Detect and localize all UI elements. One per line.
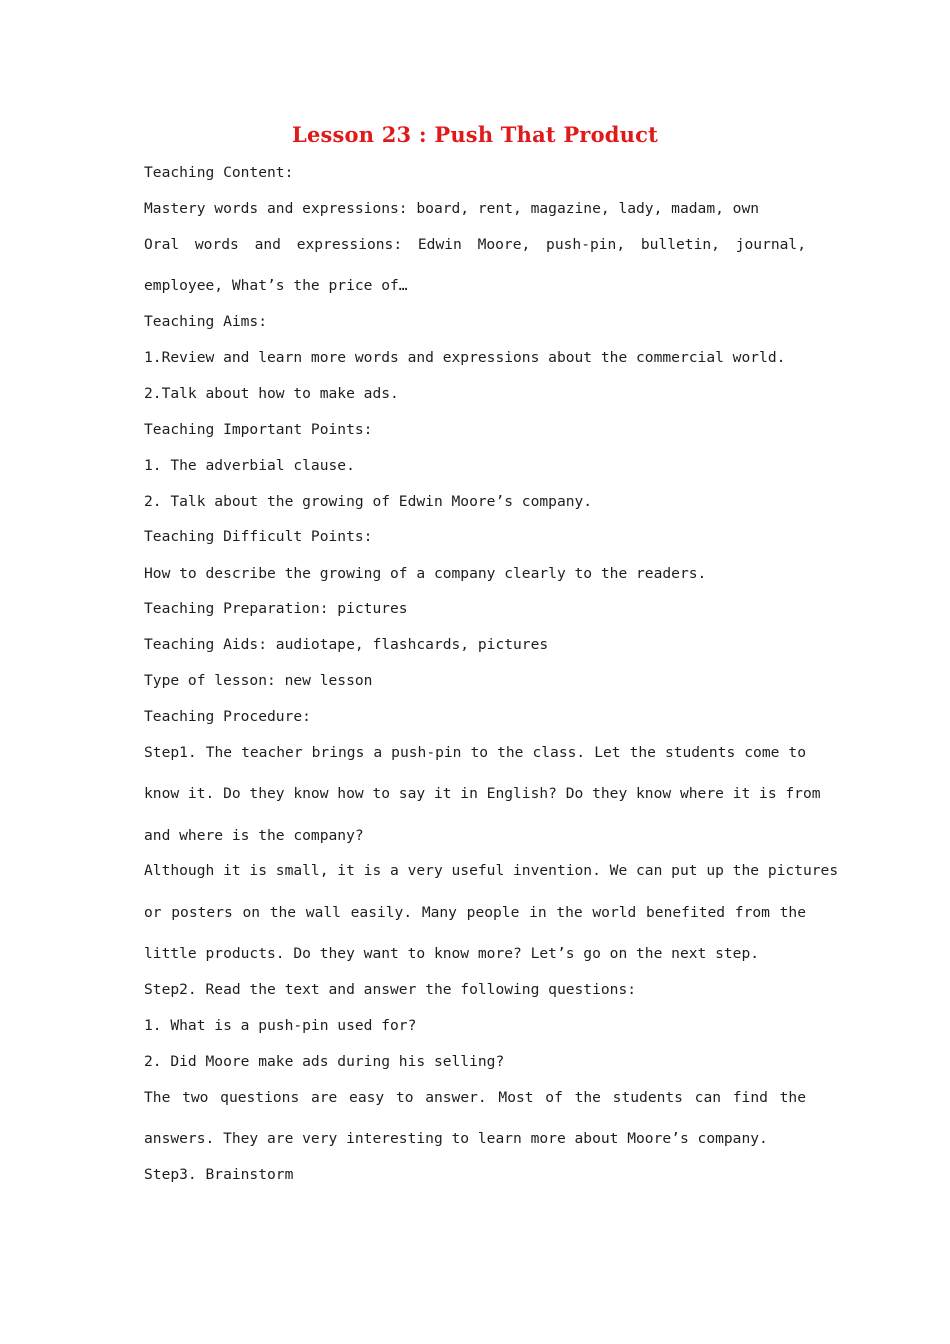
text-line: or posters on the wall easily. Many people in the world benefited from the [144,904,806,921]
text-line: little products. Do they want to know more? Let’s go on the next step. [144,945,760,962]
text-line: How to describe the growing of a company clearly to the readers. [144,565,707,582]
text-line: 2. Talk about the growing of Edwin Moore’s company. [144,493,593,510]
text-line: 2. Did Moore make ads during his selling? [144,1053,505,1070]
text-line: Step2. Read the text and answer the following questions: [144,981,637,998]
text-line: Teaching Procedure: [144,708,311,725]
text-line: The two questions are easy to answer. Most of the students can find the [144,1089,806,1106]
text-line: Oral words and expressions: Edwin Moore, push-pin, bulletin, journal, [144,236,806,253]
text-line: Mastery words and expressions: board, rent, magazine, lady, madam, own [144,200,760,217]
text-line: 2.Talk about how to make ads. [144,385,399,402]
text-line: Teaching Important Points: [144,421,373,438]
text-line: 1.Review and learn more words and expressions about the commercial world. [144,349,786,366]
text-line: Step1. The teacher brings a push-pin to the class. Let the students come to [144,744,806,761]
text-line: employee, What’s the price of… [144,277,408,294]
text-line: know it. Do they know how to say it in English? Do they know where it is from [144,785,821,802]
text-line: Teaching Difficult Points: [144,528,373,545]
text-line: Step3. Brainstorm [144,1166,294,1183]
lesson-title: Lesson 23 : Push That Product [291,122,659,147]
text-line: Teaching Aids: audiotape, flashcards, pictures [144,636,549,653]
text-line: and where is the company? [144,827,364,844]
text-line: Although it is small, it is a very useful invention. We can put up the pictures [144,862,839,879]
text-line: Teaching Preparation: pictures [144,600,408,617]
text-line: Teaching Content: [144,164,294,181]
text-line: 1. The adverbial clause. [144,457,355,474]
text-line: Teaching Aims: [144,313,268,330]
text-line: 1. What is a push-pin used for? [144,1017,417,1034]
text-line: Type of lesson: new lesson [144,672,373,689]
text-line: answers. They are very interesting to learn more about Moore’s company. [144,1130,768,1147]
